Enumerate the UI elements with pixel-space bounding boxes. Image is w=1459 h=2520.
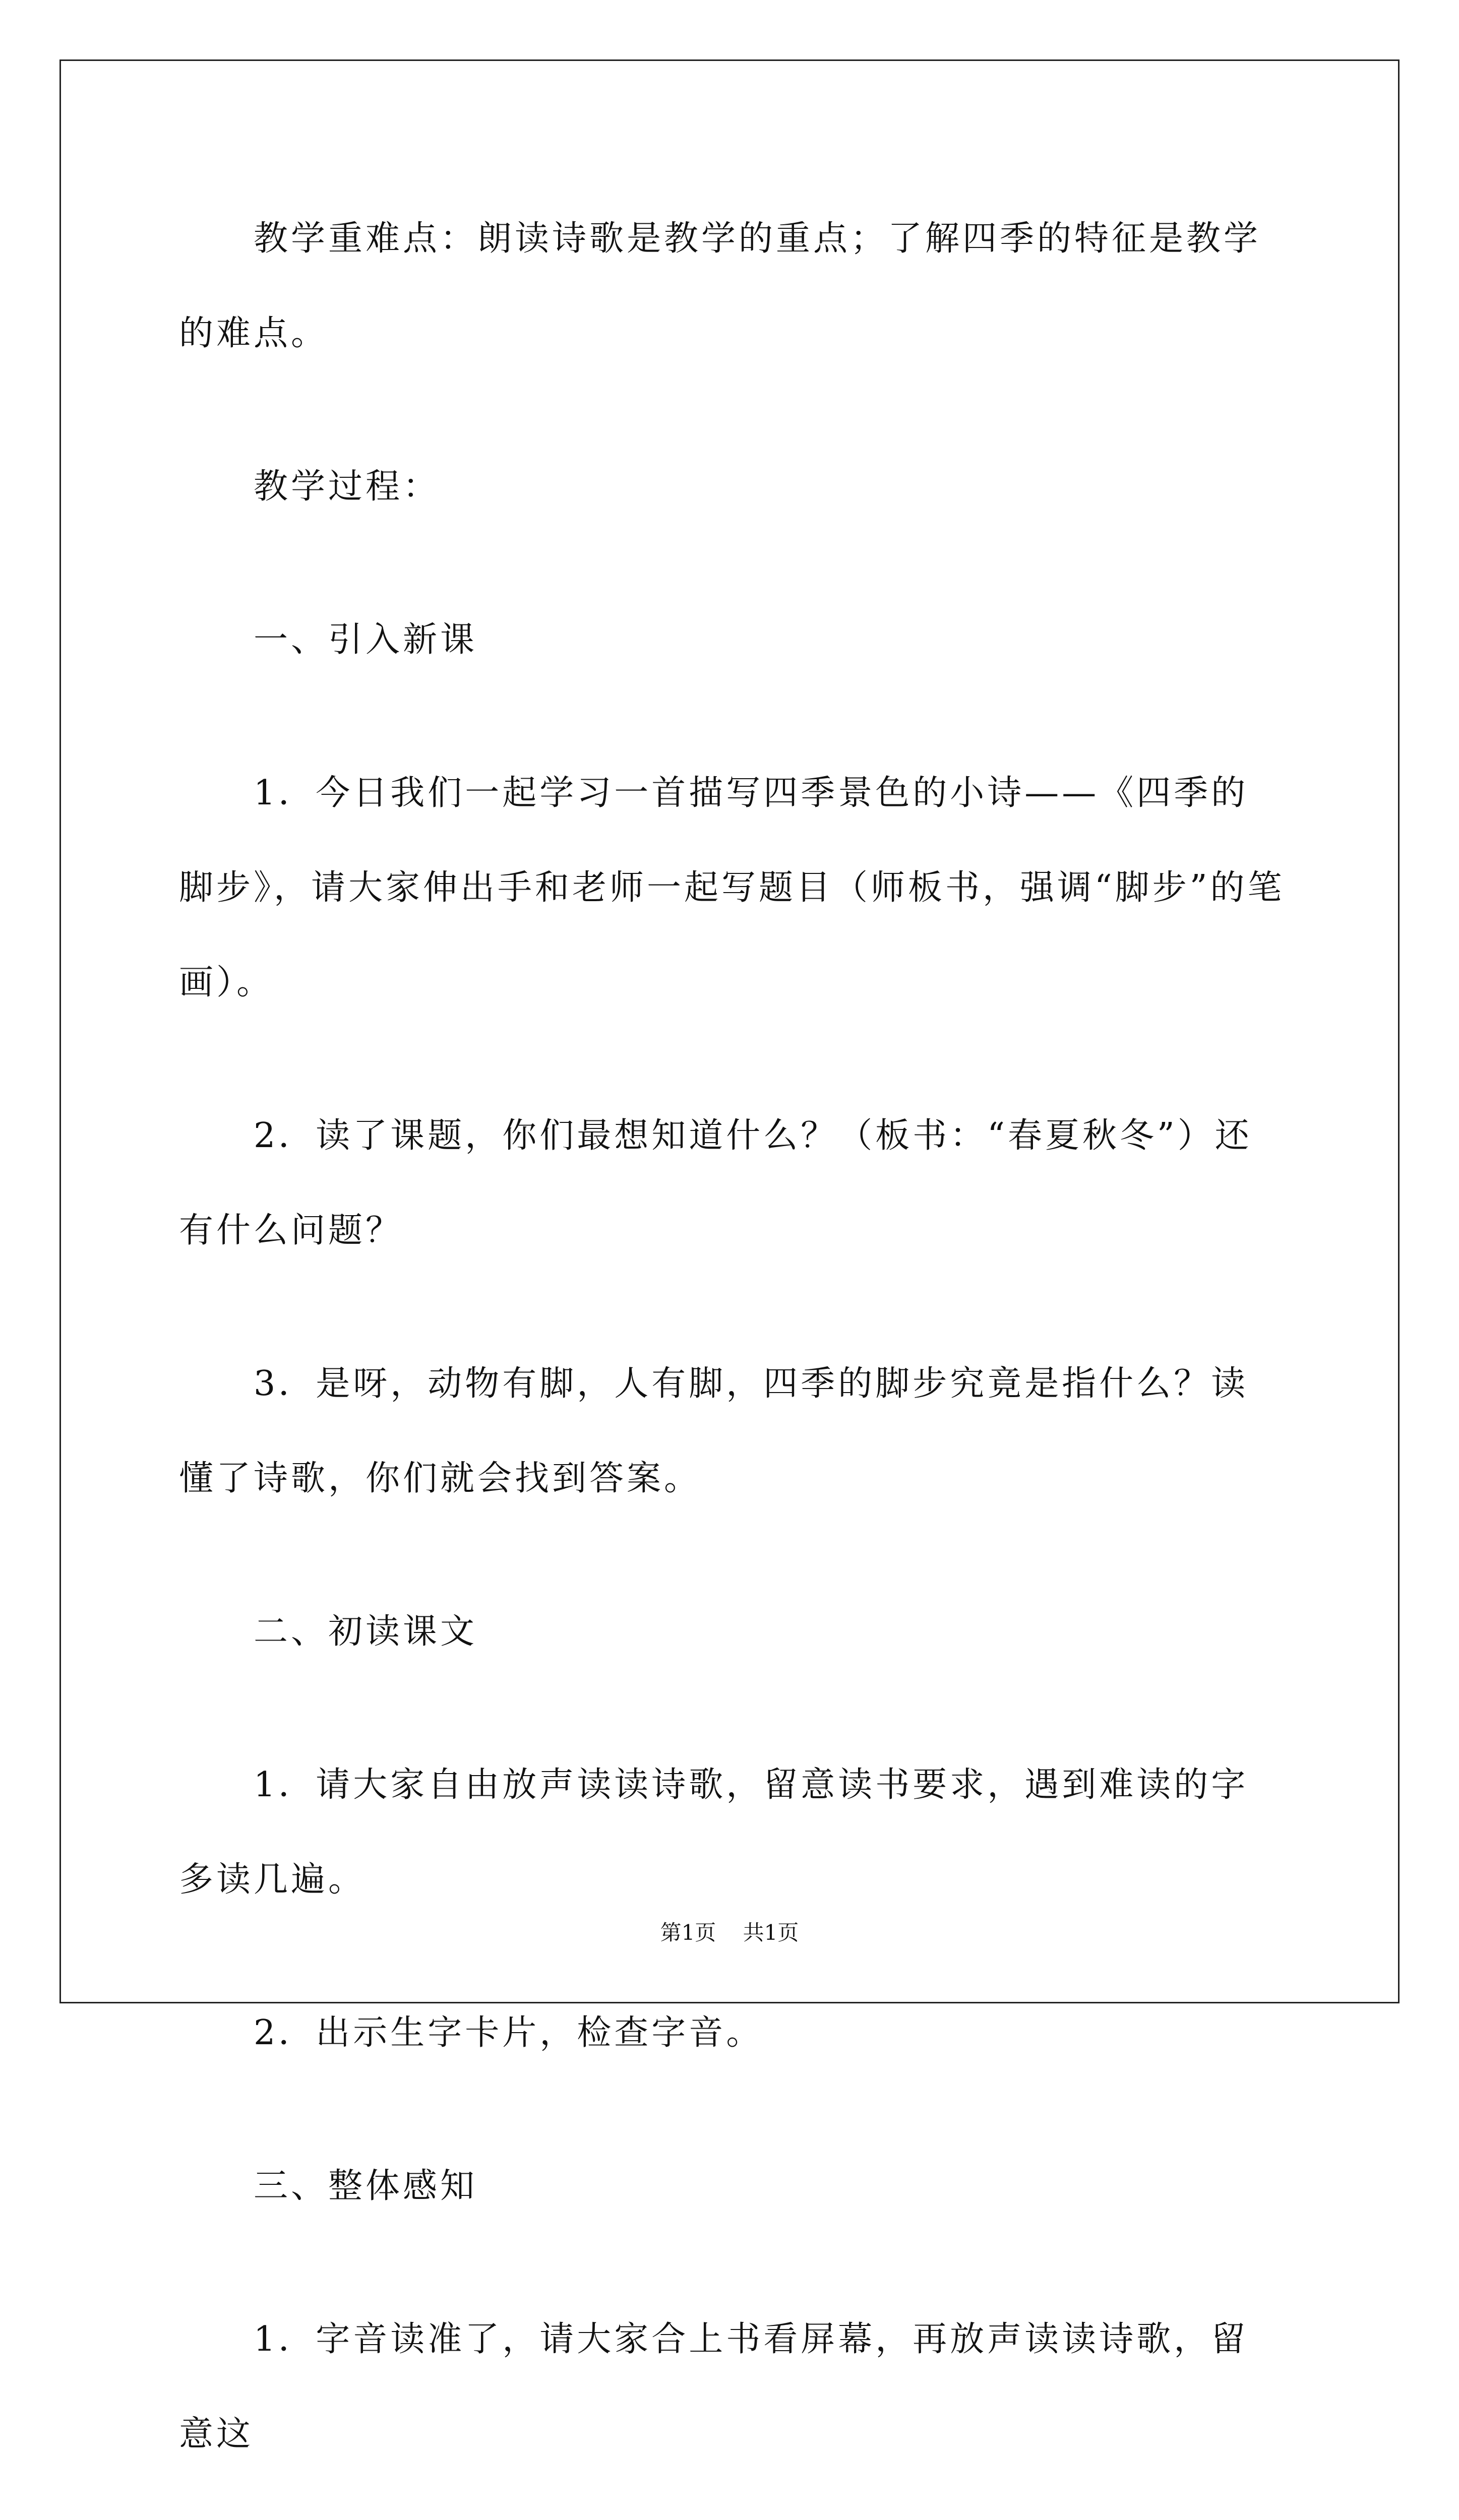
section-heading-overall-perception: 三、整体感知 [254, 2166, 478, 2206]
paragraph-step-2-2: 2．出示生字卡片，检查字音。 [254, 2013, 764, 2053]
section-heading-first-reading: 二、初读课文 [254, 1612, 478, 1652]
paragraph-step-1-2: 2．读了课题，你们最想知道什么？（板书：“春夏秋冬”）还有什么问题？ [179, 1116, 1252, 1250]
paragraph-key-difficulties: 教学重难点：朗读诗歌是教学的重点；了解四季的特征是教学的难点。 [179, 219, 1261, 353]
paragraph-teaching-process: 教学过程： [254, 467, 441, 507]
paragraph-step-3-1: 1．字音读准了，请大家合上书看屏幕，再放声读读诗歌，留意这 [179, 2319, 1249, 2454]
section-heading-introduce: 一、引入新课 [254, 620, 478, 660]
page-total: 共1页 [743, 1920, 799, 1945]
paragraph-step-1-1: 1．今日我们一起学习一首描写四季景色的小诗——《四季的脚步》，请大家伸出手和老师一起写题目（师板书，强调“脚步”的笔画）。 [179, 773, 1285, 1002]
page-footer [0, 1916, 1459, 1946]
paragraph-step-1-3: 3．是呀，动物有脚，人有脚，四季的脚步究竟是指什么？读懂了诗歌，你们就会找到答案。 [179, 1364, 1249, 1498]
page-number: 第1页 [660, 1920, 716, 1945]
paragraph-step-2-1: 1．请大家自由放声读读诗歌，留意读书要求，遇到难读的字多读几遍。 [179, 1765, 1249, 1900]
document-body [179, 192, 1286, 2520]
